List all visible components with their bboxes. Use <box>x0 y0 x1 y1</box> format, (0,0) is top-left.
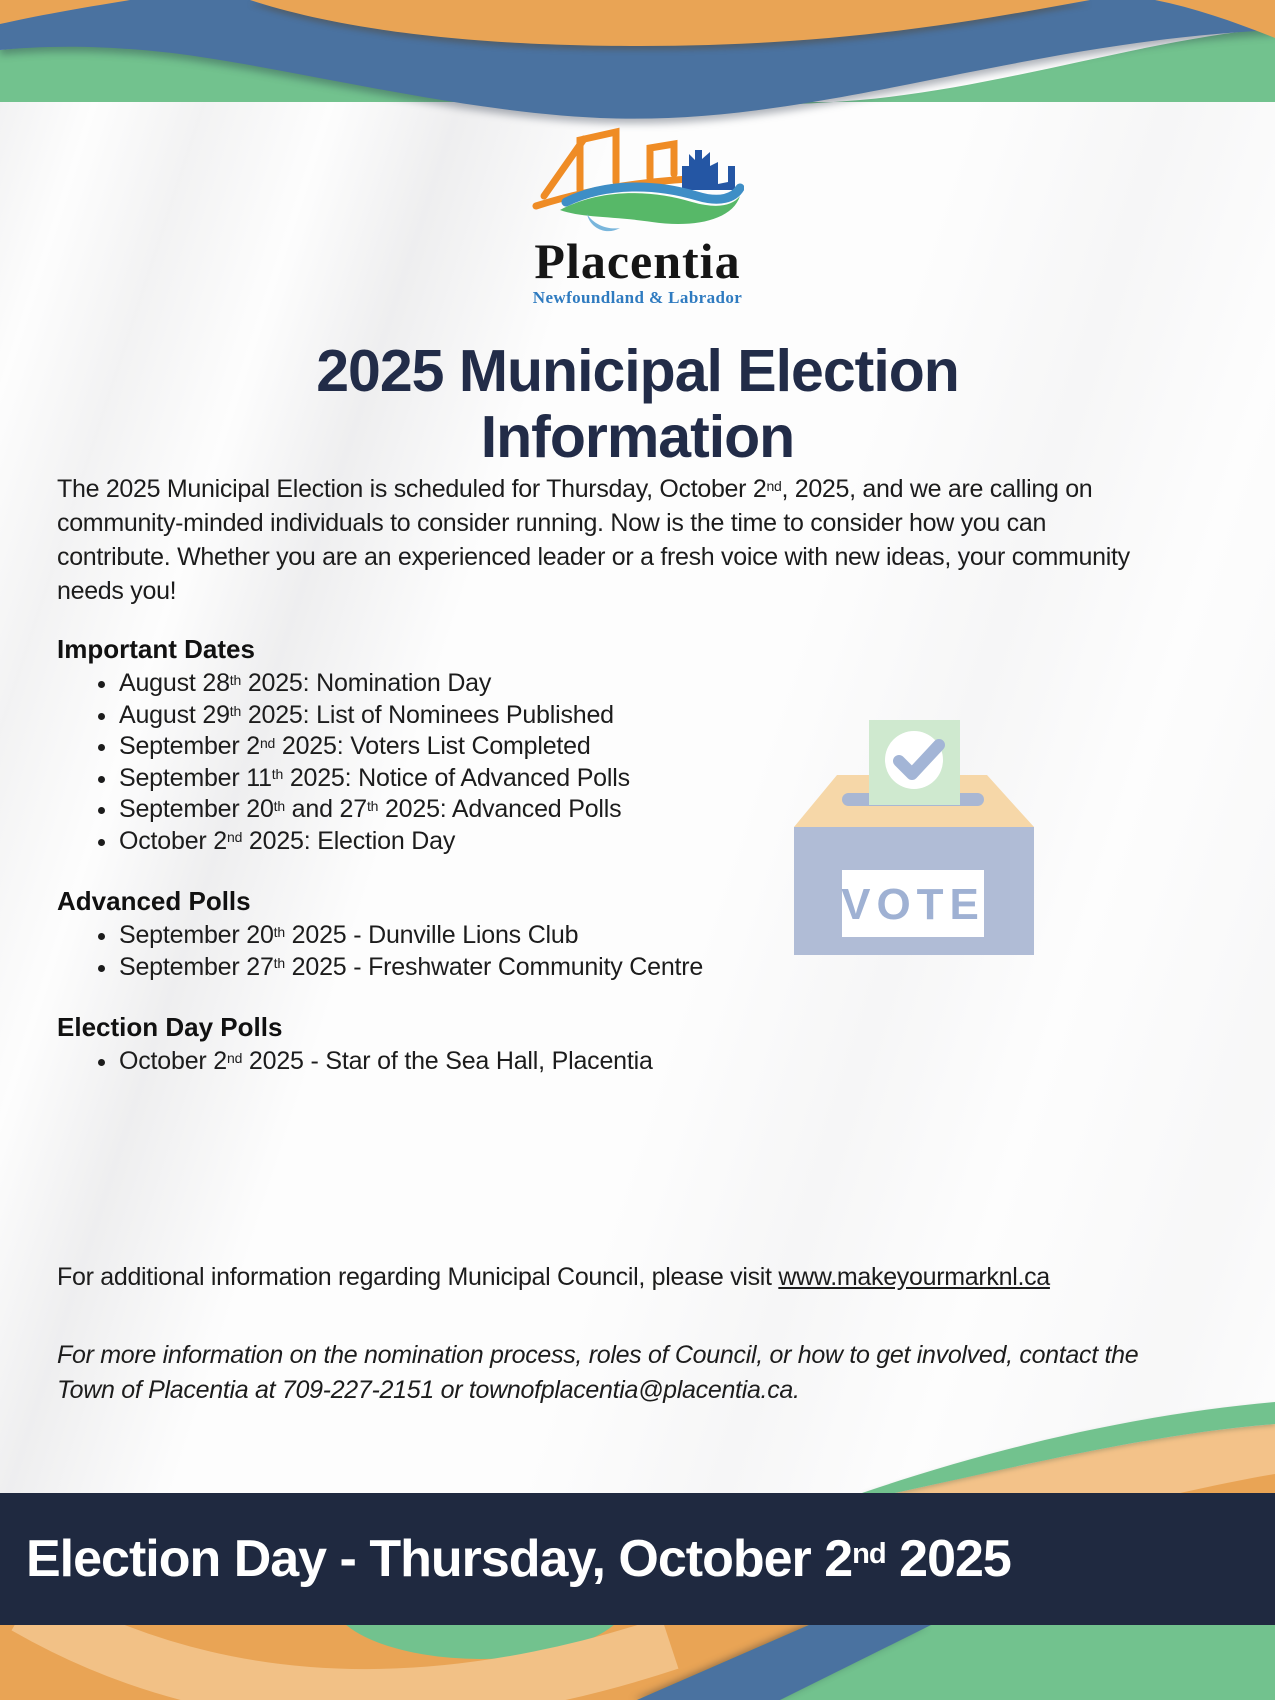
election-day-banner <box>0 1493 1275 1625</box>
top-wave-decoration <box>0 0 1275 132</box>
makeyourmark-link[interactable]: www.makeyourmarknl.ca <box>778 1262 1050 1291</box>
list-item: • September 20th and 27th 2025: Advanced Polls <box>119 795 1132 825</box>
logo-wordmark: Placentia <box>534 233 741 289</box>
list-item: • August 28th 2025: Nomination Day <box>119 669 1132 699</box>
list-item: • September 2nd 2025: Voters List Completed <box>119 732 1132 762</box>
list-item: • September 20th 2025 - Dunville Lions Club <box>119 921 1132 951</box>
ballot-box-illustration <box>792 712 1037 958</box>
page-title-line2: Information <box>480 404 795 471</box>
list-item: • September 11th 2025: Notice of Advanced Polls <box>119 764 1132 794</box>
placentia-logo <box>532 126 744 234</box>
additional-info-text: For additional information regarding Municipal Council, please visit <box>57 1262 779 1291</box>
intro-paragraph: The 2025 Municipal Election is scheduled for Thursday, October 2nd, 2025, and we are calling on community-minded individuals to consider running. Now is the time to consider how you can contribute. Whether you are an experienced leader or a fresh voice with new ideas, your community needs you! <box>57 475 1130 605</box>
page-title-line1: 2025 Municipal Election <box>316 338 959 404</box>
castle-icon <box>682 150 735 190</box>
list-item: • October 2nd 2025: Election Day <box>119 827 1132 857</box>
vote-label: VOTE <box>841 880 985 929</box>
list-item: • October 2nd 2025 - Star of the Sea Hall, Placentia <box>119 1047 1132 1077</box>
election-day-polls-list <box>57 1047 1132 1077</box>
important-dates-heading: Important Dates <box>57 634 255 664</box>
header <box>0 126 1275 470</box>
corner-wave-decoration <box>850 1390 1275 1493</box>
bottom-wave-decoration <box>0 1625 1275 1700</box>
advanced-polls-heading: Advanced Polls <box>57 886 251 916</box>
list-item: • September 27th 2025 - Freshwater Community Centre <box>119 953 1132 983</box>
election-day-banner-text: Election Day - Thursday, October 2nd 2025 <box>26 1530 1011 1588</box>
logo-tagline: Newfoundland & Labrador <box>532 288 743 307</box>
page-title <box>188 338 1088 470</box>
election-day-polls-heading: Election Day Polls <box>57 1012 283 1042</box>
list-item: • August 29th 2025: List of Nominees Published <box>119 701 1132 731</box>
ballot-paper <box>869 720 960 805</box>
additional-info-line <box>57 1263 1132 1292</box>
contact-note: For more information on the nomination process, roles of Council, or how to get involved, contact the Town of Placentia at 709-227-2151 or townofplacentia@placentia.ca. <box>57 1340 1139 1404</box>
